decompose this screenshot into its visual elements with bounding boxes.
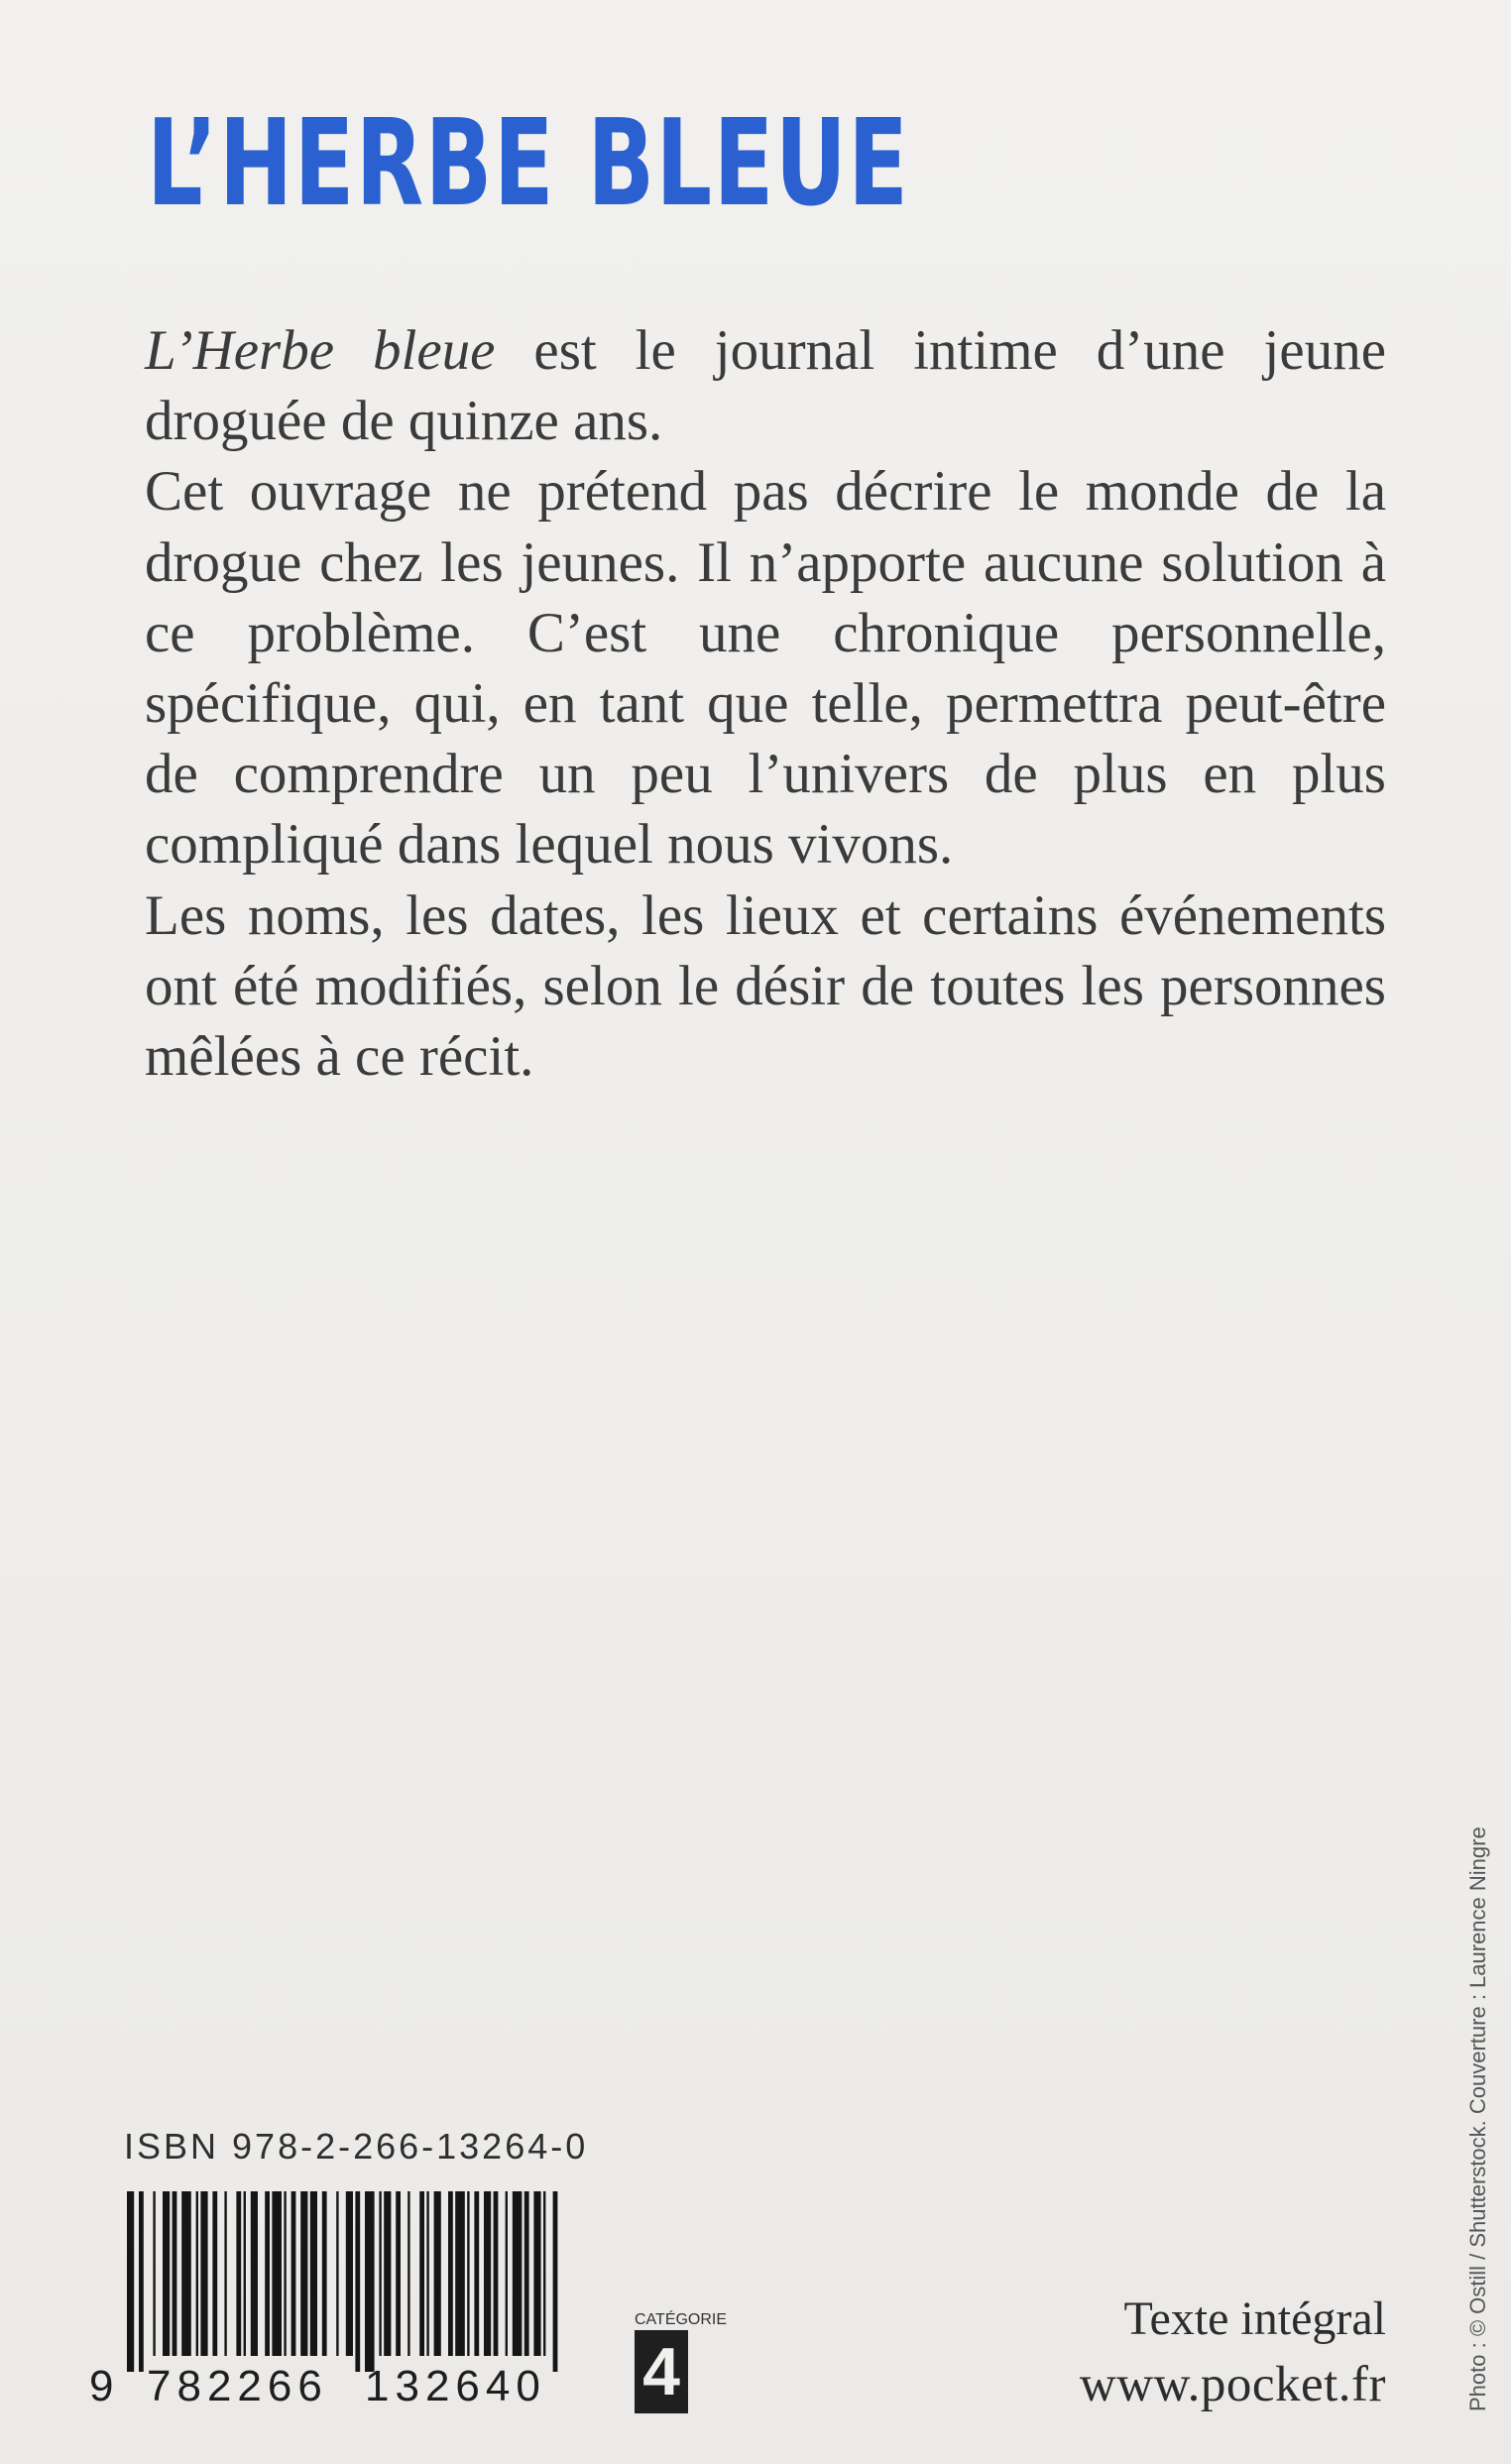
barcode-bar: [396, 2191, 401, 2356]
barcode-bar: [336, 2191, 338, 2356]
barcode-bar: [543, 2191, 545, 2356]
barcode-bar: [251, 2191, 258, 2356]
blurb-paragraph-1-text: est le journal intime d’une jeune droguée de quinze ans.: [145, 319, 1386, 453]
barcode-bar: [494, 2191, 499, 2356]
barcode-bar: [467, 2191, 469, 2356]
barcode-bar: [407, 2191, 409, 2356]
barcode-digits-left: 782266: [147, 2362, 328, 2410]
blurb: [145, 315, 1386, 1092]
barcode-bar: [365, 2191, 375, 2372]
barcode-bar: [322, 2191, 327, 2356]
barcode-bars: [127, 2191, 588, 2372]
barcode-bar: [173, 2191, 177, 2356]
barcode-bar: [484, 2191, 491, 2356]
barcode-bar: [533, 2191, 540, 2356]
barcode-bar: [212, 2191, 217, 2356]
blurb-title-italic: L’Herbe bleue: [145, 319, 496, 382]
barcode-bar: [300, 2191, 307, 2356]
barcode-bar: [153, 2191, 155, 2356]
barcode-bar: [284, 2191, 286, 2356]
barcode-bar: [426, 2191, 428, 2356]
barcode-bar: [244, 2191, 246, 2356]
barcode-bar: [553, 2191, 558, 2372]
barcode-bar: [513, 2191, 523, 2356]
barcode-bar: [506, 2191, 508, 2356]
category-label: CATÉGORIE: [635, 2311, 728, 2328]
publisher-website: www.pocket.fr: [1079, 2357, 1386, 2412]
category-badge: 4: [635, 2330, 688, 2413]
blurb-paragraph-1: [145, 315, 1386, 456]
barcode-bar: [434, 2191, 441, 2356]
barcode-bar: [310, 2191, 317, 2356]
barcode-bar: [127, 2191, 134, 2372]
edition-note: Texte intégral: [1123, 2292, 1386, 2345]
barcode-bar: [379, 2191, 381, 2356]
barcode-bar: [196, 2191, 198, 2356]
barcode: [127, 2191, 588, 2372]
isbn-label: ISBN 978-2-266-13264-0: [124, 2126, 589, 2167]
barcode-bar: [163, 2191, 170, 2356]
barcode-bar: [524, 2191, 529, 2356]
barcode-bar: [265, 2191, 270, 2356]
barcode-bar: [455, 2191, 465, 2356]
barcode-bar: [139, 2191, 144, 2372]
barcode-bar: [474, 2191, 479, 2356]
barcode-bar: [224, 2191, 226, 2356]
barcode-bar: [384, 2191, 391, 2356]
barcode-bar: [181, 2191, 191, 2356]
barcode-bar: [272, 2191, 282, 2356]
barcode-bar: [448, 2191, 453, 2356]
photo-credit: Photo : © Ostill / Shutterstock. Couverture : Laurence Ningre: [1465, 1826, 1490, 2411]
barcode-digit-first: 9: [89, 2362, 115, 2410]
book-title: L’HERBE BLEUE: [147, 95, 910, 233]
barcode-bar: [355, 2191, 360, 2372]
blurb-paragraph-3: Les noms, les dates, les lieux et certains événements ont été modifiés, selon le désir de toutes les personnes mêlées à ce récit.: [145, 883, 1386, 1089]
barcode-digits: [89, 2362, 605, 2421]
barcode-bar: [200, 2191, 207, 2356]
barcode-digits-right: 132640: [365, 2362, 546, 2410]
barcode-bar: [419, 2191, 424, 2356]
barcode-bar: [346, 2191, 353, 2356]
barcode-bar: [291, 2191, 296, 2356]
blurb-paragraph-2: Cet ouvrage ne prétend pas décrire le monde de la drogue chez les jeunes. Il n’apporte aucune solution à ce problème. C’est une chronique personnelle, spécifique, qui, en tant que telle, permettra peut-être de comprendre un peu l’univers de plus en plus compliqué dans lequel nous vivons.: [145, 460, 1386, 877]
barcode-bar: [236, 2191, 241, 2356]
